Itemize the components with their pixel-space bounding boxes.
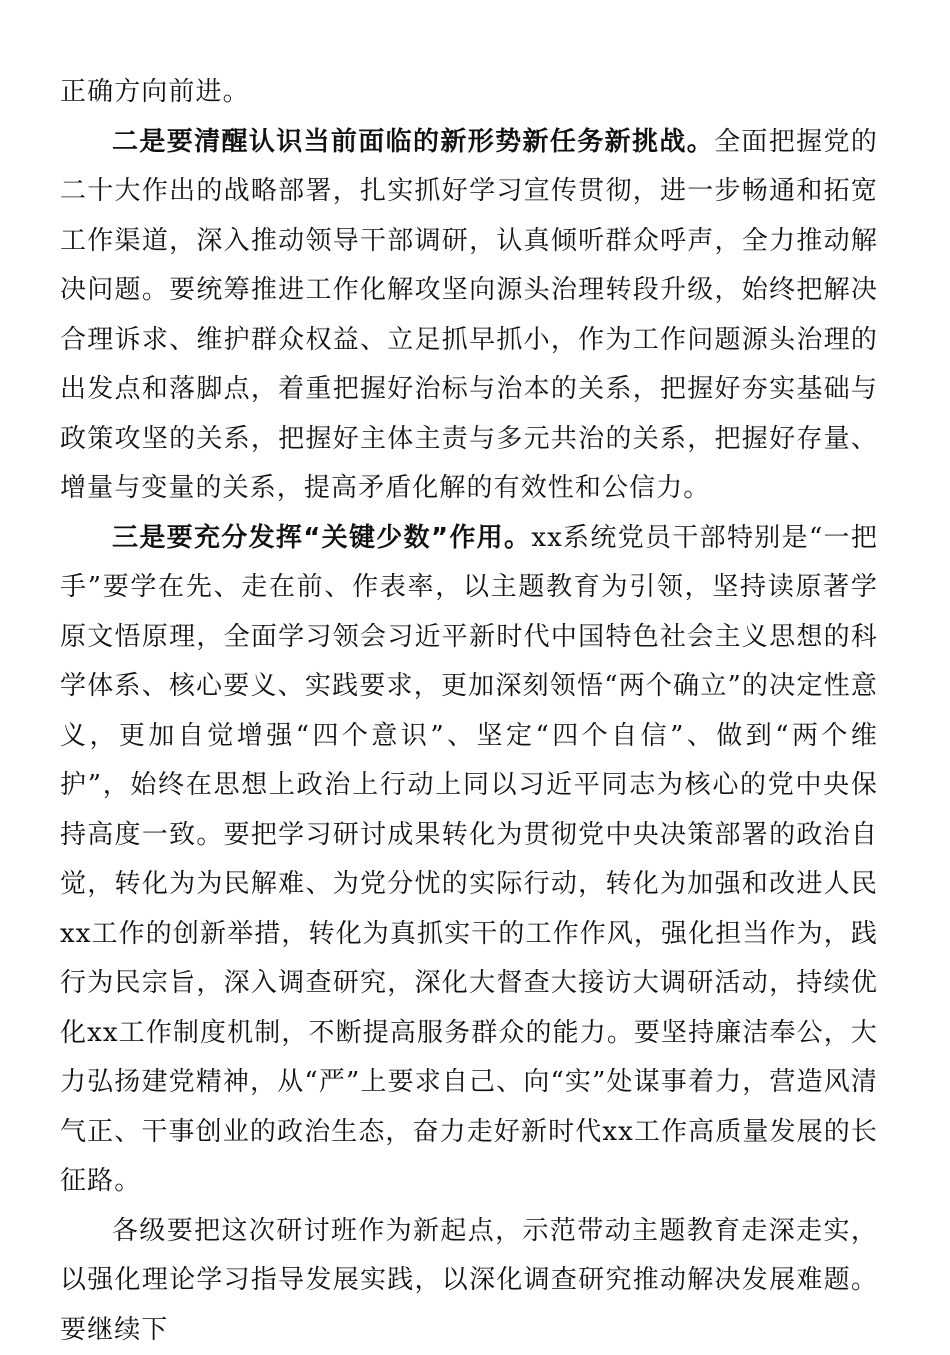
paragraph-point-two bbox=[60, 118, 878, 514]
paragraph-closing bbox=[60, 1207, 878, 1355]
document-page bbox=[60, 68, 878, 1355]
paragraph-body: 各级要把这次研讨班作为新起点，示范带动主题教育走深走实，以强化理论学习指导发展实践，以深化调查研究推动解决发展难题。要继续下 bbox=[60, 1216, 878, 1345]
paragraph-body: 全面把握党的二十大作出的战略部署，扎实抓好学习宣传贯彻，进一步畅通和拓宽工作渠道，深入推动领导干部调研，认真倾听群众呼声，全力推动解决问题。要统筹推进工作化解攻坚向源头治理转段升级，始终把解决合理诉求、维护群众权益、立足抓早抓小，作为工作问题源头治理的出发点和落脚点，着重把握好治标与治本的关系，把握好夯实基础与政策攻坚的关系，把握好主体主责与多元共治的关系，把握好存量、增量与变量的关系，提高矛盾化解的有效性和公信力。 bbox=[60, 127, 878, 504]
paragraph-body: xx系统党员干部特别是“一把手”要学在先、走在前、作表率，以主题教育为引领，坚持读原著学原文悟原理，全面学习领会习近平新时代中国特色社会主义思想的科学体系、核心要义、实践要求，更加深刻领悟“两个确立”的决定性意义，更加自觉增强“四个意识”、坚定“四个自信”、做到“两个维护”，始终在思想上政治上行动上同以习近平同志为核心的党中央保持高度一致。要把学习研讨成果转化为贯彻党中央决策部署的政治自觉，转化为为民解难、为党分忧的实际行动，转化为加强和改进人民xx工作的创新举措，转化为真抓实干的工作作风，强化担当作为，践行为民宗旨，深入调查研究，深化大督查大接访大调研活动，持续优化xx工作制度机制，不断提高服务群众的能力。要坚持廉洁奉公，大力弘扬建党精神，从“严”上要求自己、向“实”处谋事着力，营造风清气正、干事创业的政治生态，奋力走好新时代xx工作高质量发展的长征路。 bbox=[60, 523, 878, 1197]
paragraph-heading: 三是要充分发挥“关键少数”作用。 bbox=[112, 523, 531, 553]
paragraph-heading: 二是要清醒认识当前面临的新形势新任务新挑战。 bbox=[112, 127, 714, 157]
paragraph-body: 正确方向前进。 bbox=[60, 77, 250, 107]
paragraph-continuation bbox=[60, 68, 878, 118]
paragraph-point-three bbox=[60, 514, 878, 1207]
